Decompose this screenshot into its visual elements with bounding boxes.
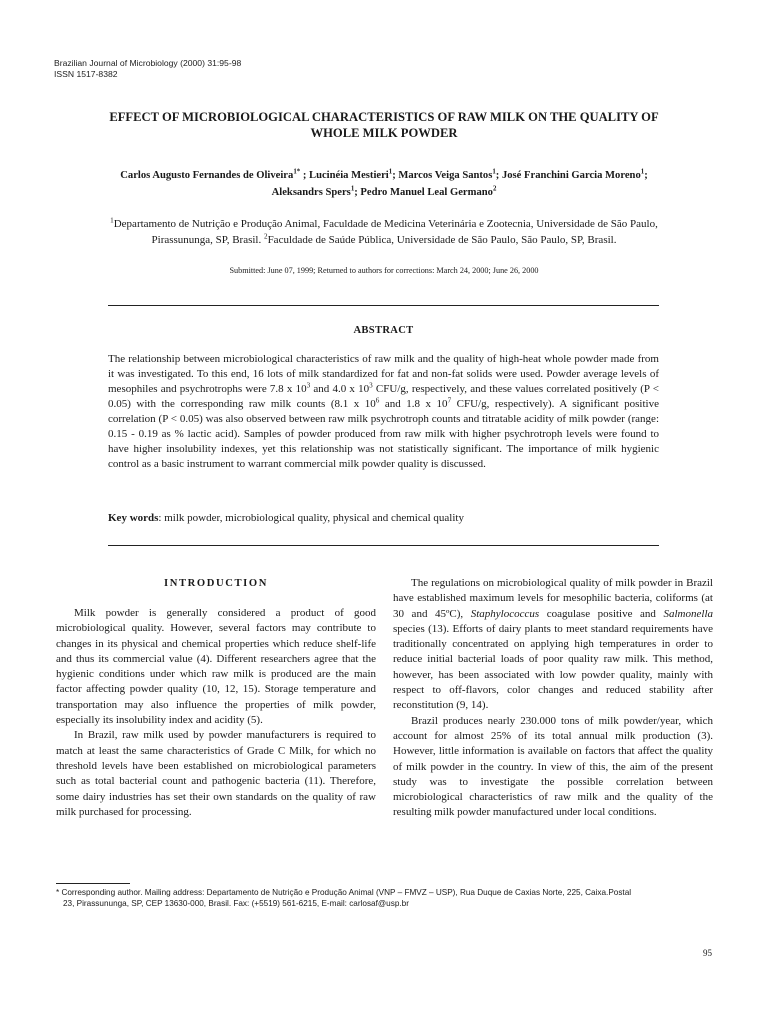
affiliation-text: Faculdade de Saúde Pública, Universidade de São Paulo, São Paulo, SP, Brasil. [267, 234, 617, 246]
body-paragraph: In Brazil, raw milk used by powder manufacturers is required to match at least the same characteristics of Grade C Milk, for which no threshold levels have been established on microbiological parameters such as total bacterial count and pathogenic bacteria (11). Therefore, some dairy industries has set their own standards on the quality of raw milk purchased for processing. [56, 729, 376, 818]
affiliation-text: Departamento de Nutrição e Produção Animal, Faculdade de Medicina Veterinária e Zootecnia, Universidade de São Paulo, [113, 218, 658, 230]
exponent: 3 [306, 381, 311, 390]
right-column [393, 576, 713, 821]
keywords [108, 511, 659, 526]
section-heading-introduction: INTRODUCTION [164, 578, 268, 589]
issn: ISSN 1517-8382 [54, 69, 118, 79]
submission-dates: Submitted: June 07, 1999; Returned to authors for corrections: March 24, 2000; June 26, 2000 [229, 266, 539, 275]
abstract-bottom-rule [108, 545, 659, 546]
abstract-text: CFU/g, respectively). A significant positive correlation (P < 0.05) was also observed between raw milk psychrotroph counts and titratable acidity of milk powder (range: 0.15 - 0.19 as % lactic acid). Samples of powder produced from raw milk with higher psychrotroph levels were found to have higher insolubility indexes, yet this relationship was not statistically significant. The importance of milk hygienic control as a basic instrument to warrant commercial milk powder quality is discussed. [108, 398, 659, 470]
abstract-top-rule [108, 305, 659, 306]
species-name: Salmonella [663, 607, 713, 620]
species-name: Staphylococcus [470, 607, 540, 620]
author-name: Carlos Augusto Fernandes de Oliveira [120, 170, 294, 181]
author-affiliation-mark: 2 [492, 185, 497, 193]
author-affiliation-mark: 1* [293, 168, 301, 176]
author-affiliation-mark: 1 [388, 168, 393, 176]
paper-title [60, 109, 708, 141]
page-number: 95 [703, 948, 712, 958]
exponent: 3 [369, 381, 373, 390]
journal-citation: Brazilian Journal of Microbiology (2000) 31:95-98 [54, 58, 242, 68]
affiliations [54, 216, 714, 248]
footnote-line-2: 23, Pirassununga, SP, CEP 13630-000, Brasil. Fax: (+5519) 561-6215, E-mail: carlosaf@usp.br [63, 899, 409, 908]
author-list [54, 167, 714, 201]
left-column [56, 576, 376, 820]
authors-line-1 [54, 167, 714, 184]
author-name: ; Pedro Manuel Leal Germano [354, 187, 493, 198]
author-name: ; Marcos Veiga Santos [392, 170, 493, 181]
author-separator: ; [644, 170, 648, 181]
abstract-text: The relationship between microbiological characteristics of raw milk and the quality of high-heat whole powder made from it was investigated. To this end, 16 lots of milk standardized for fat and non-fat solids were used. Powder average levels of mesophiles and psychrotrophs were 7.8 x 10 [108, 353, 659, 395]
affiliation-text: Pirassununga, SP, Brasil. [151, 234, 264, 246]
body-text: The regulations on microbiological quality of milk powder in Brazil have established maximum levels for mesophilic bacteria, coliforms (at 30 and 45ºC), [393, 577, 713, 620]
body-text: species (13). Efforts of dairy plants to meet standard requirements have traditionally concentrated on applying high temperatures in order to reduce initial bacterial loads of poor quality raw milk. This method, however, has been associated with low powder quality, mainly with respect to off-flavors, color changes and reduced stability after reconstitution (9, 14). [393, 622, 713, 712]
footnote-line-1: * Corresponding author. Mailing address: Departamento de Nutrição e Produção Animal (VNP – FMVZ – USP), Rua Duque de Caxias Norte, 225, Caixa.Postal [56, 888, 632, 897]
abstract-text: CFU/g, respectively, and these values correlated positively (P < 0.05) with the corresponding raw milk counts (8.1 x 10 [108, 383, 659, 410]
body-paragraph: Milk powder is generally considered a product of good microbiological quality. However, several factors may contribute to changes in its physical and chemical properties which reduce shelf-life and thus its commercial value (4). Different researchers agree that the hygienic conditions under which raw milk is produced are the main factor affecting powder quality (10, 12, 15). Storage temperature and transportation may also influence the properties of milk powder, especially its insolubility index and acidity (5). [56, 607, 376, 727]
title-line-2: WHOLE MILK POWDER [310, 126, 458, 140]
exponent: 6 [375, 396, 380, 405]
body-paragraph: Brazil produces nearly 230.000 tons of milk powder/year, which account for almost 25% of its total annual milk production (3). However, little information is available on factors that affect the quality of milk powder in the country. In view of this, the aim of the present study was to investigate the possible correlation between microbiological characteristics of raw milk and the quality of the resulting milk powder manufactured under local conditions. [393, 714, 713, 819]
affiliation-line-1 [54, 216, 714, 232]
affiliation-mark: 2 [263, 232, 268, 241]
abstract-text: and 1.8 x 10 [379, 398, 448, 410]
body-paragraph [393, 576, 713, 714]
abstract-heading: ABSTRACT [353, 325, 414, 336]
keywords-text: : milk powder, microbiological quality, physical and chemical quality [158, 512, 464, 524]
exponent: 7 [447, 396, 452, 405]
author-affiliation-mark: 1 [492, 168, 496, 176]
footnote-rule [56, 883, 130, 884]
author-name: ; José Franchini Garcia Moreno [495, 170, 641, 181]
abstract-text: and 4.0 x 10 [310, 383, 370, 395]
author-name: Aleksandrs Spers [271, 187, 351, 198]
affiliation-line-2 [54, 232, 714, 248]
abstract-body [108, 352, 659, 472]
body-text: coagulase positive and [539, 607, 664, 620]
author-affiliation-mark: 1 [640, 168, 645, 176]
keywords-label: Key words [108, 512, 159, 524]
title-line-1: EFFECT OF MICROBIOLOGICAL CHARACTERISTICS OF RAW MILK ON THE QUALITY OF [109, 110, 659, 124]
author-affiliation-mark: 1 [350, 185, 355, 193]
affiliation-mark: 1 [110, 216, 114, 225]
authors-line-2 [54, 184, 714, 201]
author-name: ; Lucinéia Mestieri [300, 170, 389, 181]
corresponding-author-footnote [56, 887, 716, 909]
